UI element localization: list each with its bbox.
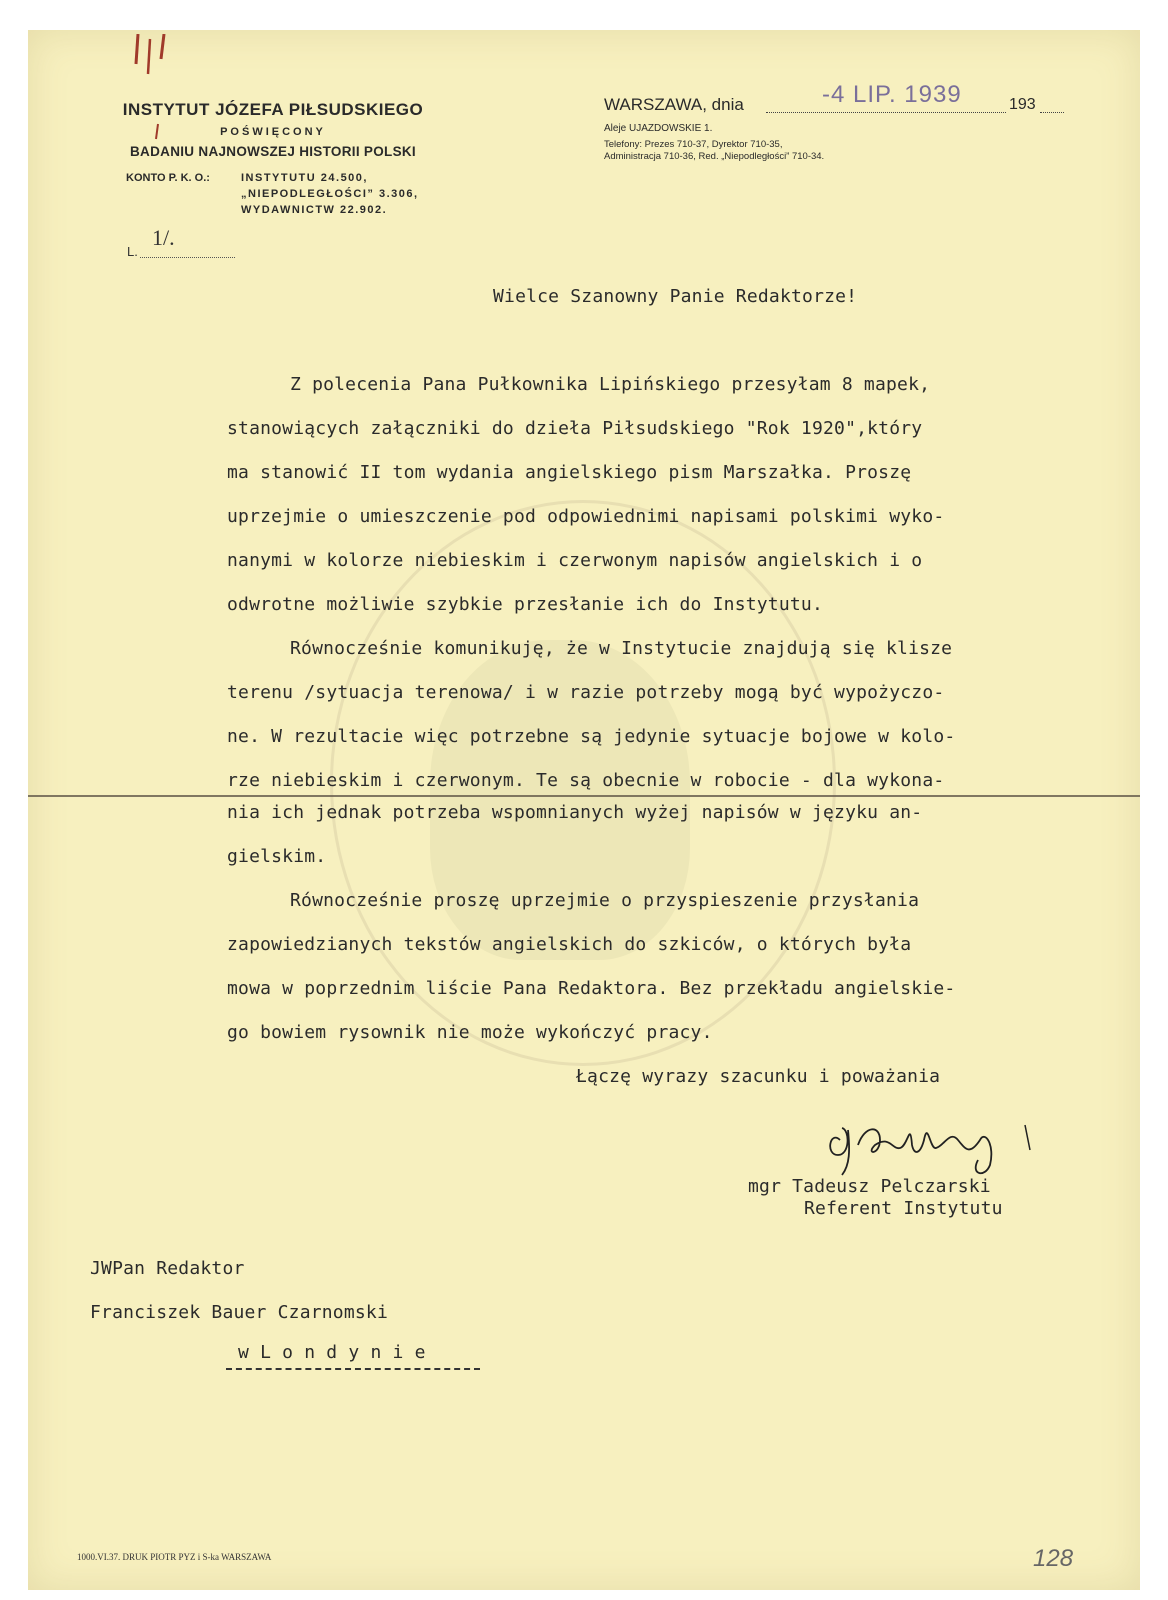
body-line: odwrotne możliwie szybkie przesłanie ich do Instytutu. [227, 594, 823, 615]
institute-name: INSTYTUT JÓZEFA PIŁSUDSKIEGO [122, 100, 424, 119]
body-line: gielskim. [227, 846, 327, 867]
printer-imprint: 1000.VI.37. DRUK PIOTR PYZ i S-ka WARSZAWA [77, 1552, 272, 1562]
body-line: uprzejmie o umieszczenie pod odpowiednimi napisami polskimi wyko- [227, 506, 945, 527]
body-line: zapowiedzianych tekstów angielskich do szkiców, o których była [227, 934, 912, 955]
body-line: rze niebieskim i czerwonym. Te są obecnie w robocie - dla wykona- [227, 770, 945, 791]
paper-fold [28, 795, 1140, 797]
page-number: 128 [1033, 1545, 1074, 1572]
body-line: Z polecenia Pana Pułkownika Lipińskiego przesyłam 8 mapek, [290, 374, 931, 395]
signatory-name: mgr Tadeusz Pelczarski [748, 1176, 991, 1197]
body-line: stanowiących załączniki do dzieła Piłsudskiego "Rok 1920",który [227, 418, 923, 439]
body-line: go bowiem rysownik nie może wykończyć pracy. [227, 1022, 713, 1043]
konto-line: „NIEPODLEGŁOŚCI” 3.306, [241, 188, 419, 200]
letterhead [78, 100, 468, 159]
body-line: Równocześnie komunikuję, że w Instytucie znajdują się klisze [290, 638, 953, 659]
konto-label: KONTO P. K. O.: [126, 172, 210, 184]
reference-label: L. [127, 244, 138, 259]
reference-mark: 1/. [152, 225, 175, 250]
date-stamp: -4 LIP. 1939 [822, 81, 962, 108]
date-dotted-line [766, 112, 1006, 113]
closing: Łączę wyrazy szacunku i poważania [576, 1066, 941, 1087]
signatory-title: Referent Instytutu [804, 1198, 1003, 1219]
body-line: mowa w poprzednim liście Pana Redaktora. Bez przekładu angielskie- [227, 978, 956, 999]
institute-purpose: BADANIU NAJNOWSZEJ HISTORII POLSKI [130, 144, 416, 159]
body-line: nia ich jednak potrzeba wspomnianych wyżej napisów w języku an- [227, 802, 923, 823]
konto-line: WYDAWNICTW 22.902. [241, 204, 388, 216]
recipient-name: Franciszek Bauer Czarnomski [90, 1302, 388, 1323]
body-line: Równocześnie proszę uprzejmie o przyspieszenie przysłania [290, 890, 920, 911]
body-line: nanymi w kolorze niebieskim i czerwonym napisów angielskich i o [227, 550, 923, 571]
year-prefix: 193 [1009, 96, 1036, 113]
year-dotted-line [1040, 112, 1064, 113]
recipient-title: JWPan Redaktor [90, 1258, 245, 1279]
institute-dedicated: POŚWIĘCONY [220, 126, 326, 138]
handwritten-signature [820, 1110, 1050, 1180]
recipient-underline [226, 1368, 480, 1370]
salutation: Wielce Szanowny Panie Redaktorze! [493, 286, 858, 307]
body-line: ma stanowić II tom wydania angielskiego pism Marszałka. Proszę [227, 462, 912, 483]
recipient-city: w L o n d y n i e [238, 1342, 426, 1363]
phones-line-1: Telefony: Prezes 710-37, Dyrektor 710-35, [604, 139, 783, 150]
address: Aleje UJAZDOWSKIE 1. [604, 123, 713, 134]
body-line: ne. W rezultacie więc potrzebne są jedynie sytuacje bojowe w kolo- [227, 726, 956, 747]
body-line: terenu /sytuacja terenowa/ i w razie potrzeby mogą być wypożyczo- [227, 682, 945, 703]
konto-line: INSTYTUTU 24.500, [241, 172, 368, 184]
city-date-label: WARSZAWA, dnia [604, 95, 744, 114]
reference-dotted-line [140, 257, 235, 258]
phones-line-2: Administracja 710-36, Red. „Niepodległości” 710-34. [604, 151, 825, 162]
